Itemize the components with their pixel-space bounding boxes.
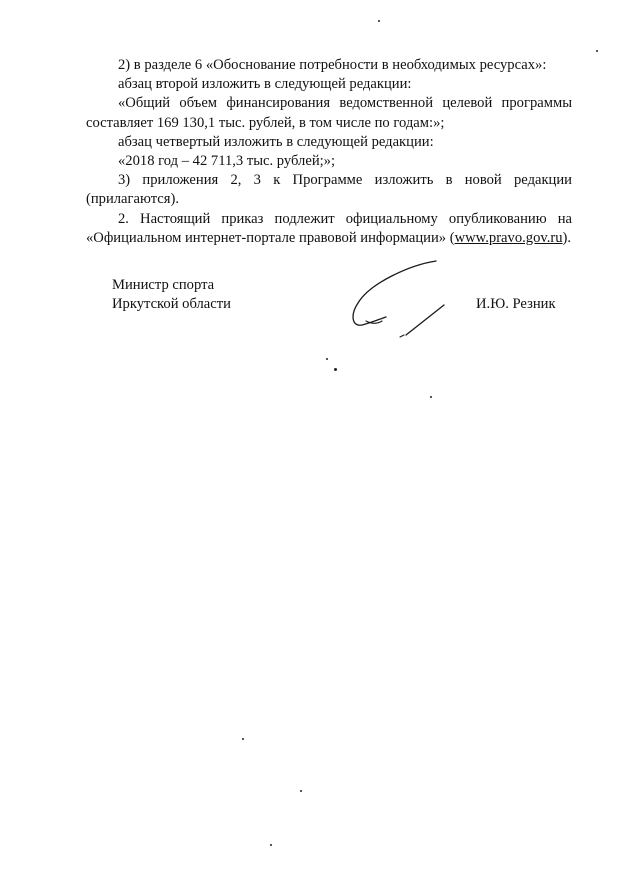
scan-speck: [242, 738, 244, 740]
paragraph-text: 3) приложения 2, 3 к Программе изложить в новой редакции (прилагаются).: [86, 172, 572, 208]
paragraph-section-6: [86, 56, 572, 75]
scan-speck: [378, 20, 380, 22]
signer-name: И.Ю. Резник: [476, 296, 556, 312]
signer-position-line2: Иркутской области: [112, 296, 231, 313]
paragraph-text-tail: ).: [562, 229, 572, 246]
scan-speck: [300, 790, 302, 792]
paragraph-text: абзац второй изложить в следующей редакции:: [118, 76, 412, 93]
signer-position: [112, 276, 231, 314]
handwritten-signature: [340, 255, 470, 345]
paragraph-text: «2018 год – 42 711,3 тыс. рублей;»;: [118, 153, 336, 170]
paragraph-text: абзац четвертый изложить в следующей редакции:: [118, 133, 434, 150]
paragraph-appendices: [86, 171, 572, 209]
scan-speck: [596, 50, 598, 52]
pravo-link[interactable]: www.pravo.gov.ru: [454, 229, 563, 246]
scan-speck: [326, 358, 328, 360]
paragraph-fourth-abzac: [86, 133, 572, 152]
paragraph-publication: [86, 210, 572, 248]
scan-speck: [430, 396, 432, 398]
paragraph-second-abzac: [86, 75, 572, 94]
paragraph-text: 2. Настоящий приказ подлежит официальному опубликованию на «Официальном интернет-портале правовой информации» (: [86, 210, 572, 246]
paragraph-text: «Общий объем финансирования ведомственной целевой программы составляет 169 130,1 тыс. рублей, в том числе по годам:»;: [86, 95, 572, 131]
document-body: [86, 56, 572, 248]
scan-speck: [270, 844, 272, 846]
scan-speck: [334, 368, 337, 371]
paragraph-text: 2) в разделе 6 «Обоснование потребности в необходимых ресурсах»:: [118, 57, 547, 73]
paragraph-2018-amount: [86, 152, 572, 171]
paragraph-total-financing: [86, 94, 572, 132]
signer-position-line1: Министр спорта: [112, 277, 215, 293]
